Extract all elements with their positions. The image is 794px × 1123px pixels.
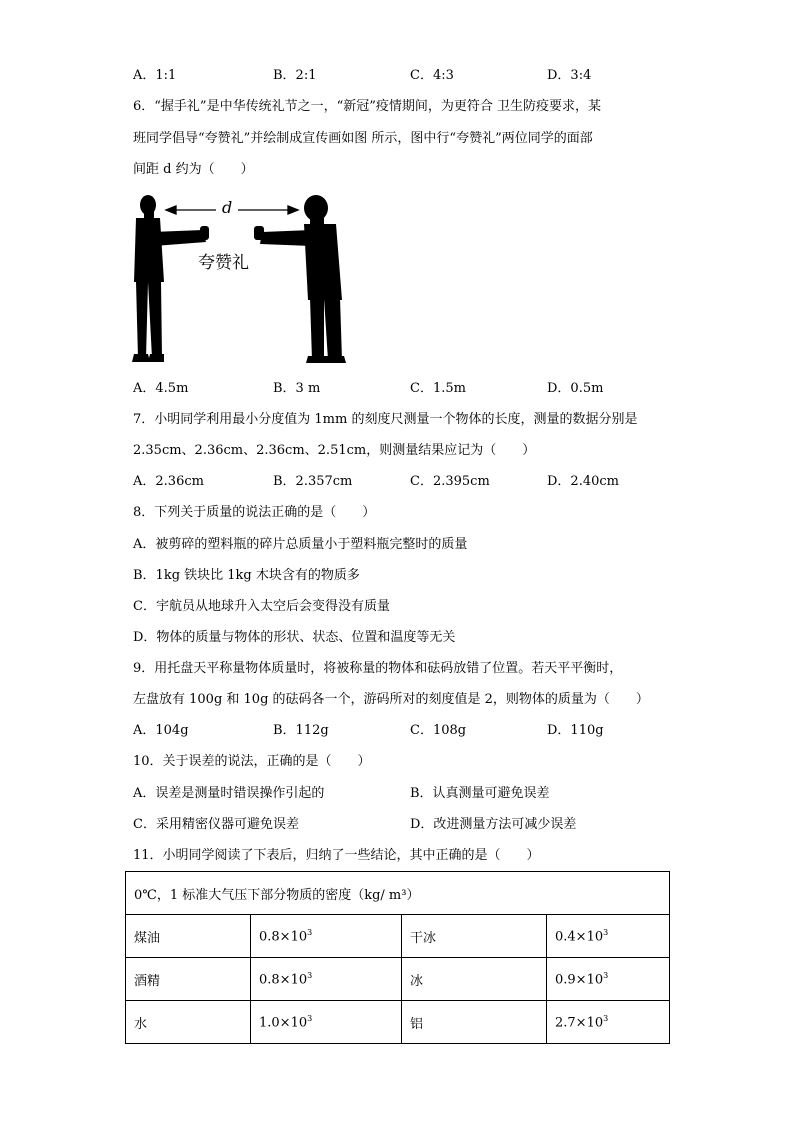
q5-option-c: C．4:3 xyxy=(410,68,454,83)
q8-option-c: C．宇航员从地球升入太空后会变得没有质量 xyxy=(133,599,390,614)
q7-options xyxy=(133,474,693,490)
substance-name: 水 xyxy=(126,1001,251,1044)
q6-stem-line-3: 间距 d 约为（ ） xyxy=(133,162,254,177)
density-value: $0.9\times 10^3$ xyxy=(547,958,670,1001)
q9-option-d: D．110g xyxy=(547,723,604,738)
q9-stem-line-2: 左盘放有 100g 和 10g 的砝码各一个，游码所对的刻度值是 2，则物体的质量为（ ） xyxy=(133,692,649,707)
greeting-silhouettes-image xyxy=(128,190,358,365)
q8-option-d: D．物体的质量与物体的形状、状态、位置和温度等无关 xyxy=(133,630,456,645)
q5-options xyxy=(133,68,693,84)
q7-option-d: D．2.40cm xyxy=(547,474,619,489)
table-title: 0℃，1 标准大气压下部分物质的密度（kg/ m³） xyxy=(126,872,670,915)
q7-option-c: C．2.395cm xyxy=(410,474,490,489)
table-row xyxy=(126,958,670,1001)
density-value: $0.8\times 10^3$ xyxy=(251,915,402,958)
density-table xyxy=(125,871,670,1044)
density-value: $0.4\times 10^3$ xyxy=(547,915,670,958)
q5-option-b: B．2:1 xyxy=(273,68,317,83)
q6-option-b: B．3 m xyxy=(273,381,321,396)
q6-figure xyxy=(128,190,358,365)
q7-option-b: B．2.357cm xyxy=(273,474,353,489)
q7-option-a: A．2.36cm xyxy=(133,474,204,489)
q6-options xyxy=(133,381,693,397)
q9-stem-line-1: 9．用托盘天平称量物体质量时，将被称量的物体和砝码放错了位置。若天平平衡时， xyxy=(133,661,623,676)
q10-option-b: B．认真测量可避免误差 xyxy=(410,786,550,801)
q10-option-d: D．改进测量方法可减少误差 xyxy=(410,817,577,832)
substance-name: 酒精 xyxy=(126,958,251,1001)
q8-stem: 8．下列关于质量的说法正确的是（ ） xyxy=(133,505,376,520)
right-person-silhouette xyxy=(254,195,346,363)
q10-option-a: A．误差是测量时错误操作引起的 xyxy=(133,786,325,801)
q6-stem-line-2: 班同学倡导“夸赞礼”并绘制成宣传画如图 所示，图中行“夸赞礼”两位同学的面部 xyxy=(133,131,593,146)
q8-option-b: B．1kg 铁块比 1kg 木块含有的物质多 xyxy=(133,568,360,583)
q7-stem-line-1: 7．小明同学利用最小分度值为 1mm 的刻度尺测量一个物体的长度，测量的数据分别是 xyxy=(133,412,638,427)
q10-option-c: C．采用精密仪器可避免误差 xyxy=(133,817,299,832)
q5-option-d: D．3:4 xyxy=(547,68,592,83)
table-row xyxy=(126,1001,670,1044)
q9-option-b: B．112g xyxy=(273,723,329,738)
q10-stem: 10．关于误差的说法，正确的是（ ） xyxy=(133,754,371,769)
distance-label-d: d xyxy=(222,198,233,217)
q5-option-a: A．1:1 xyxy=(133,68,177,83)
q10-options-row-1 xyxy=(133,786,693,802)
q9-options xyxy=(133,723,693,739)
substance-name: 干冰 xyxy=(402,915,547,958)
substance-name: 铝 xyxy=(402,1001,547,1044)
table-row xyxy=(126,915,670,958)
q6-option-a: A．4.5m xyxy=(133,381,189,396)
q6-option-c: C．1.5m xyxy=(410,381,466,396)
left-person-silhouette xyxy=(132,195,209,362)
q6-stem-line-1: 6．“握手礼”是中华传统礼节之一，“新冠”疫情期间，为更符合 卫生防疫要求，某 xyxy=(133,99,601,114)
density-value: $2.7\times 10^3$ xyxy=(547,1001,670,1044)
table-title-row xyxy=(126,872,670,915)
density-value: $1.0\times 10^3$ xyxy=(251,1001,402,1044)
density-value: $0.8\times 10^3$ xyxy=(251,958,402,1001)
substance-name: 冰 xyxy=(402,958,547,1001)
q7-stem-line-2: 2.35cm、2.36cm、2.36cm、2.51cm，则测量结果应记为（ ） xyxy=(133,443,536,458)
substance-name: 煤油 xyxy=(126,915,251,958)
figure-caption: 夸赞礼 xyxy=(198,253,249,273)
q9-option-a: A．104g xyxy=(133,723,189,738)
q11-stem: 11．小明同学阅读了下表后，归纳了一些结论，其中正确的是（ ） xyxy=(133,848,540,863)
q9-option-c: C．108g xyxy=(410,723,467,738)
q8-option-a: A．被剪碎的塑料瓶的碎片总质量小于塑料瓶完整时的质量 xyxy=(133,537,468,552)
q10-options-row-2 xyxy=(133,817,693,833)
q6-option-d: D．0.5m xyxy=(547,381,604,396)
